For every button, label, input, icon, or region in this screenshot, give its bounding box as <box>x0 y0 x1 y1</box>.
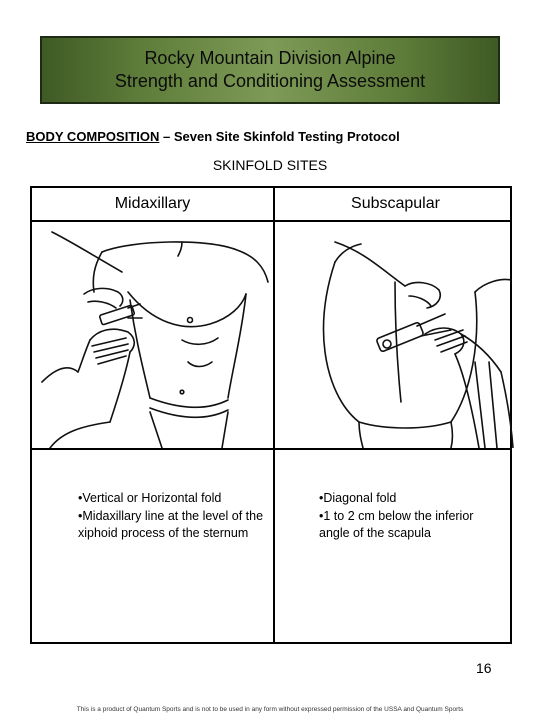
protocol-subtitle <box>26 129 400 144</box>
footer-disclaimer: This is a product of Quantum Sports and is not to be used in any form without expressed permission of the USSA and Quantum Sports <box>76 706 464 713</box>
image-divider <box>32 448 510 450</box>
title-banner <box>40 36 500 104</box>
subscapular-bullet-2: •1 to 2 cm below the inferior angle of the scapula <box>319 508 474 540</box>
subtitle-rest: – Seven Site Skinfold Testing Protocol <box>159 129 400 144</box>
midaxillary-bullet-1: •Vertical or Horizontal fold <box>78 491 222 505</box>
section-title: SKINFOLD SITES <box>212 157 328 173</box>
subscapular-bullet-1: •Diagonal fold <box>319 491 397 505</box>
skinfold-table <box>30 186 512 644</box>
page-number: 16 <box>476 660 492 676</box>
subtitle-underlined: BODY COMPOSITION <box>26 129 160 144</box>
midaxillary-description <box>78 490 268 543</box>
subscapular-heading: Subscapular <box>351 195 440 212</box>
midaxillary-heading: Midaxillary <box>114 195 191 212</box>
title-line-2: Strength and Conditioning Assessment <box>114 71 426 91</box>
title-line-1: Rocky Mountain Division Alpine <box>144 48 396 68</box>
midaxillary-bullet-2: •Midaxillary line at the level of the xiphoid process of the sternum <box>78 508 264 540</box>
subscapular-illustration <box>275 222 516 448</box>
midaxillary-illustration <box>32 222 273 448</box>
subscapular-description <box>319 490 504 543</box>
